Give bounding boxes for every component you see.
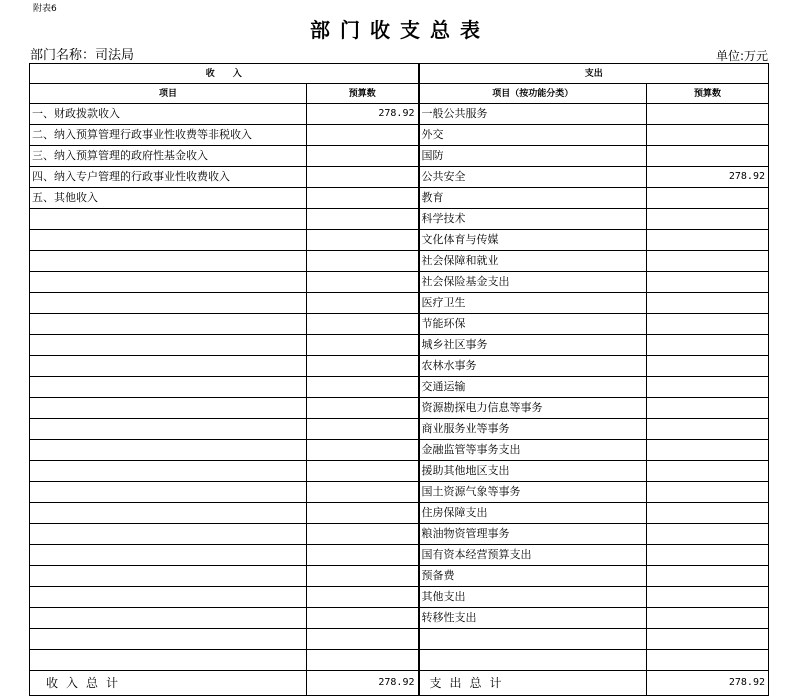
expense-value-cell <box>647 440 769 461</box>
expense-item-cell <box>419 629 647 650</box>
income-value-cell <box>307 251 419 272</box>
expense-value-cell: 278.92 <box>647 167 769 188</box>
table-row <box>30 335 769 356</box>
table-row <box>30 146 769 167</box>
expense-item-cell: 外交 <box>419 125 647 146</box>
table-row <box>30 398 769 419</box>
expense-value-cell <box>647 125 769 146</box>
expense-item-cell: 医疗卫生 <box>419 293 647 314</box>
income-value-cell <box>307 461 419 482</box>
expense-value-cell <box>647 104 769 125</box>
income-item-cell <box>30 440 307 461</box>
income-item-cell <box>30 314 307 335</box>
income-budget-header: 预算数 <box>307 84 419 104</box>
table-row <box>30 251 769 272</box>
expense-item-cell: 科学技术 <box>419 209 647 230</box>
income-item-cell <box>30 545 307 566</box>
expense-item-cell: 商业服务业等事务 <box>419 419 647 440</box>
income-value-cell <box>307 209 419 230</box>
table-row <box>30 209 769 230</box>
income-value-cell: 278.92 <box>307 104 419 125</box>
expense-total-label: 支出总计 <box>419 671 647 696</box>
income-value-cell <box>307 608 419 629</box>
expense-value-cell <box>647 587 769 608</box>
expense-item-cell: 农林水事务 <box>419 356 647 377</box>
table-row <box>30 587 769 608</box>
income-value-cell <box>307 377 419 398</box>
table-row <box>30 482 769 503</box>
income-item-header: 项目 <box>30 84 307 104</box>
expense-item-cell: 社会保险基金支出 <box>419 272 647 293</box>
expense-item-cell: 节能环保 <box>419 314 647 335</box>
page-title: 部门收支总表 <box>310 18 490 42</box>
income-value-cell <box>307 545 419 566</box>
table-row <box>30 356 769 377</box>
income-value-cell <box>307 167 419 188</box>
department-name: 部门名称：司法局 <box>30 48 135 63</box>
expense-item-cell: 预备费 <box>419 566 647 587</box>
expense-value-cell <box>647 293 769 314</box>
expense-item-cell <box>419 650 647 671</box>
expense-item-cell: 交通运输 <box>419 377 647 398</box>
expense-item-cell: 教育 <box>419 188 647 209</box>
expense-total-value: 278.92 <box>647 671 769 696</box>
budget-table <box>29 63 769 696</box>
income-value-cell <box>307 440 419 461</box>
income-item-cell <box>30 293 307 314</box>
expense-value-cell <box>647 419 769 440</box>
expense-value-cell <box>647 188 769 209</box>
table-row <box>30 230 769 251</box>
income-item-cell <box>30 272 307 293</box>
income-item-cell <box>30 566 307 587</box>
expense-value-cell <box>647 398 769 419</box>
expense-item-cell: 公共安全 <box>419 167 647 188</box>
table-row <box>30 125 769 146</box>
income-value-cell <box>307 587 419 608</box>
expense-value-cell <box>647 629 769 650</box>
header-row-columns <box>30 84 769 104</box>
income-item-cell <box>30 419 307 440</box>
attachment-label: 附表6 <box>33 4 57 14</box>
expense-item-cell: 资源勘探电力信息等事务 <box>419 398 647 419</box>
header-row-sections <box>30 64 769 84</box>
expense-item-cell: 援助其他地区支出 <box>419 461 647 482</box>
expense-value-cell <box>647 545 769 566</box>
totals-row <box>30 671 769 696</box>
expense-item-cell: 国防 <box>419 146 647 167</box>
income-value-cell <box>307 398 419 419</box>
expense-item-cell: 国土资源气象等事务 <box>419 482 647 503</box>
income-value-cell <box>307 335 419 356</box>
expense-value-cell <box>647 503 769 524</box>
table-row <box>30 629 769 650</box>
income-item-cell <box>30 377 307 398</box>
income-total-label: 收入总计 <box>30 671 307 696</box>
table-row <box>30 377 769 398</box>
income-value-cell <box>307 125 419 146</box>
income-item-cell: 一、财政拨款收入 <box>30 104 307 125</box>
income-item-cell <box>30 209 307 230</box>
expense-value-cell <box>647 461 769 482</box>
income-value-cell <box>307 650 419 671</box>
income-item-cell <box>30 587 307 608</box>
income-item-cell <box>30 461 307 482</box>
income-value-cell <box>307 293 419 314</box>
expense-item-cell: 金融监管等事务支出 <box>419 440 647 461</box>
table-row <box>30 650 769 671</box>
income-value-cell <box>307 419 419 440</box>
expense-value-cell <box>647 608 769 629</box>
expense-value-cell <box>647 524 769 545</box>
income-value-cell <box>307 314 419 335</box>
table-row <box>30 419 769 440</box>
income-item-cell <box>30 230 307 251</box>
income-value-cell <box>307 230 419 251</box>
income-item-cell <box>30 356 307 377</box>
table-row <box>30 440 769 461</box>
income-value-cell <box>307 482 419 503</box>
table-row <box>30 566 769 587</box>
income-item-cell <box>30 524 307 545</box>
table-row <box>30 503 769 524</box>
income-item-cell: 二、纳入预算管理行政事业性收费等非税收入 <box>30 125 307 146</box>
income-item-cell <box>30 251 307 272</box>
income-section-header: 收 入 <box>30 64 419 84</box>
expense-item-cell: 住房保障支出 <box>419 503 647 524</box>
income-item-cell <box>30 608 307 629</box>
income-value-cell <box>307 524 419 545</box>
expense-value-cell <box>647 650 769 671</box>
expense-value-cell <box>647 482 769 503</box>
expense-item-cell: 文化体育与传媒 <box>419 230 647 251</box>
table-row <box>30 608 769 629</box>
expense-value-cell <box>647 356 769 377</box>
expense-value-cell <box>647 209 769 230</box>
income-item-cell: 四、纳入专户管理的行政事业性收费收入 <box>30 167 307 188</box>
table-row <box>30 188 769 209</box>
income-item-cell: 五、其他收入 <box>30 188 307 209</box>
expense-value-cell <box>647 146 769 167</box>
income-item-cell: 三、纳入预算管理的政府性基金收入 <box>30 146 307 167</box>
table-row <box>30 272 769 293</box>
income-value-cell <box>307 503 419 524</box>
expense-value-cell <box>647 230 769 251</box>
table-row <box>30 167 769 188</box>
income-value-cell <box>307 629 419 650</box>
income-item-cell <box>30 335 307 356</box>
table-row <box>30 545 769 566</box>
income-value-cell <box>307 272 419 293</box>
table-row <box>30 293 769 314</box>
income-value-cell <box>307 566 419 587</box>
income-item-cell <box>30 503 307 524</box>
income-value-cell <box>307 146 419 167</box>
expense-item-cell: 转移性支出 <box>419 608 647 629</box>
expense-value-cell <box>647 272 769 293</box>
expense-item-cell: 一般公共服务 <box>419 104 647 125</box>
income-item-cell <box>30 398 307 419</box>
expense-item-header: 项目（按功能分类） <box>419 84 647 104</box>
expense-item-cell: 其他支出 <box>419 587 647 608</box>
expense-value-cell <box>647 566 769 587</box>
expense-item-cell: 城乡社区事务 <box>419 335 647 356</box>
expense-section-header: 支出 <box>419 64 769 84</box>
table-row <box>30 461 769 482</box>
expense-value-cell <box>647 377 769 398</box>
expense-item-cell: 国有资本经营预算支出 <box>419 545 647 566</box>
expense-value-cell <box>647 251 769 272</box>
unit-label: 单位:万元 <box>715 49 768 63</box>
income-total-value: 278.92 <box>307 671 419 696</box>
table-row <box>30 104 769 125</box>
table-row <box>30 524 769 545</box>
income-item-cell <box>30 650 307 671</box>
expense-item-cell: 粮油物资管理事务 <box>419 524 647 545</box>
income-item-cell <box>30 629 307 650</box>
expense-budget-header: 预算数 <box>647 84 769 104</box>
expense-value-cell <box>647 335 769 356</box>
income-value-cell <box>307 356 419 377</box>
income-value-cell <box>307 188 419 209</box>
table-row <box>30 314 769 335</box>
income-item-cell <box>30 482 307 503</box>
expense-value-cell <box>647 314 769 335</box>
expense-item-cell: 社会保障和就业 <box>419 251 647 272</box>
